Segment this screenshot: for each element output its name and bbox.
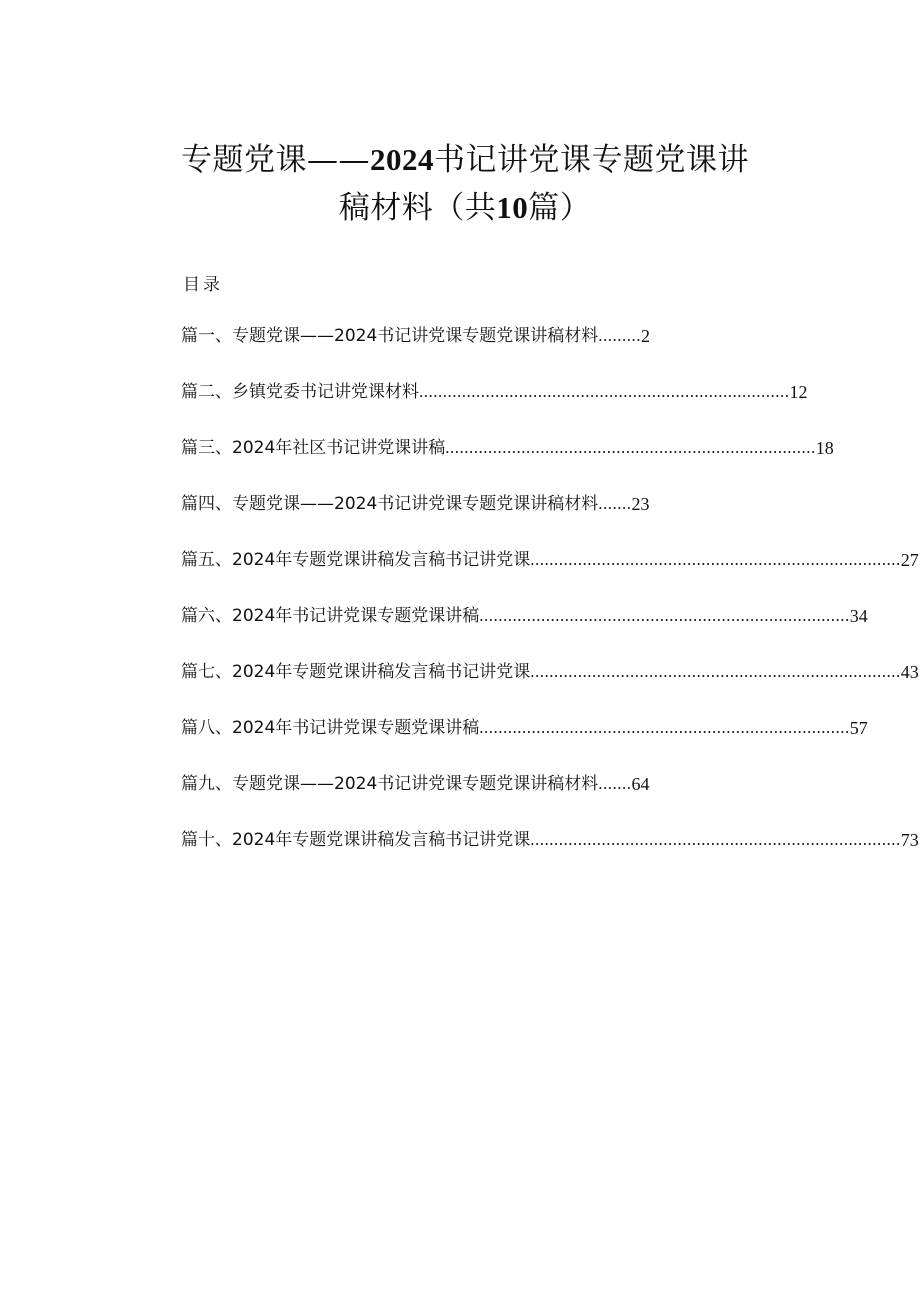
toc-page-number: 34 xyxy=(849,606,868,626)
toc-leader-dots: ....... xyxy=(598,774,632,793)
title-line-2 xyxy=(120,184,810,232)
toc-leader-dots: .............................................................................. xyxy=(445,438,816,457)
toc-page-number: 64 xyxy=(631,774,650,794)
toc-entry-title: 篇一、专题党课——2024书记讲党课专题党课讲稿材料 xyxy=(181,326,599,346)
toc-entry[interactable] xyxy=(181,658,919,714)
toc-entry-title: 篇二、乡镇党委书记讲党课材料 xyxy=(181,382,419,402)
toc-page-number: 2 xyxy=(641,326,651,346)
title-line-2-count: 10 xyxy=(496,190,529,225)
toc-entry[interactable] xyxy=(181,714,868,770)
title-line-1 xyxy=(120,136,810,184)
toc-leader-dots: .............................................................................. xyxy=(479,718,850,737)
toc-entry-title: 篇十、2024年专题党课讲稿发言稿书记讲党课 xyxy=(181,830,531,850)
toc-entry[interactable] xyxy=(181,378,808,434)
toc-page-number: 57 xyxy=(849,718,868,738)
toc-page-number: 43 xyxy=(900,662,919,682)
title-line-1-prefix: 专题党课—— xyxy=(181,142,370,178)
toc-entry[interactable] xyxy=(181,546,919,602)
toc-entry[interactable] xyxy=(181,826,919,882)
toc-entry[interactable] xyxy=(181,602,868,658)
toc-entry-title: 篇九、专题党课——2024书记讲党课专题党课讲稿材料 xyxy=(181,774,599,794)
toc-leader-dots: ......... xyxy=(598,326,642,345)
toc-entry-title: 篇六、2024年书记讲党课专题党课讲稿 xyxy=(181,606,480,626)
toc-page-number: 73 xyxy=(900,830,919,850)
toc-page-number: 18 xyxy=(815,438,834,458)
toc-entry-title: 篇五、2024年专题党课讲稿发言稿书记讲党课 xyxy=(181,550,531,570)
toc-entry[interactable] xyxy=(181,490,781,546)
toc-entry[interactable] xyxy=(181,322,781,378)
toc-page-number: 12 xyxy=(789,382,808,402)
document-title xyxy=(120,136,810,232)
toc-entry-title: 篇四、专题党课——2024书记讲党课专题党课讲稿材料 xyxy=(181,494,599,514)
toc-leader-dots: .............................................................................. xyxy=(479,606,850,625)
toc-leader-dots: .............................................................................. xyxy=(419,382,790,401)
toc-leader-dots: .............................................................................. xyxy=(530,550,901,569)
title-line-1-year: 2024 xyxy=(370,142,434,177)
toc-page-number: 27 xyxy=(900,550,919,570)
table-of-contents xyxy=(181,322,919,882)
title-line-2-suffix: 篇） xyxy=(528,190,592,226)
toc-entry[interactable] xyxy=(181,770,781,826)
toc-leader-dots: .............................................................................. xyxy=(530,830,901,849)
title-line-1-suffix: 书记讲党课专题党课讲 xyxy=(434,142,749,178)
toc-leader-dots: .............................................................................. xyxy=(530,662,901,681)
toc-entry-title: 篇七、2024年专题党课讲稿发言稿书记讲党课 xyxy=(181,662,531,682)
toc-entry-title: 篇八、2024年书记讲党课专题党课讲稿 xyxy=(181,718,480,738)
toc-entry-title: 篇三、2024年社区书记讲党课讲稿 xyxy=(181,438,446,458)
toc-leader-dots: ....... xyxy=(598,494,632,513)
toc-entry[interactable] xyxy=(181,434,834,490)
toc-page-number: 23 xyxy=(631,494,650,514)
title-line-2-prefix: 稿材料（共 xyxy=(338,190,497,226)
toc-heading: 目录 xyxy=(183,275,223,295)
